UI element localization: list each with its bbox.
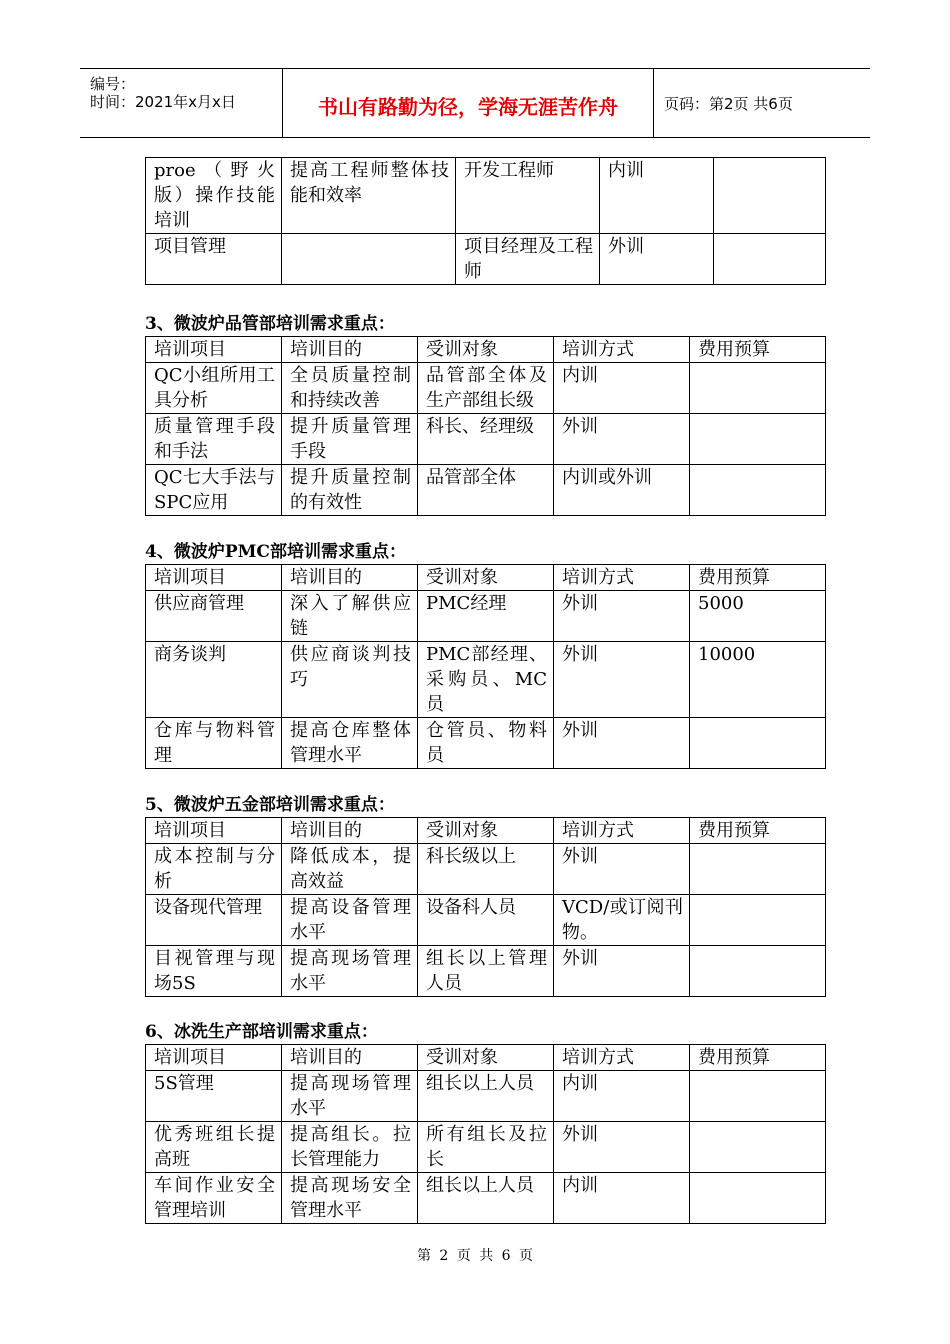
column-header: 培训项目 [146,818,282,844]
header-motto-cell [283,69,654,137]
table-cell: 外训 [554,414,690,465]
column-header: 受训对象 [418,818,554,844]
training-table [145,336,826,516]
training-table [145,817,826,997]
column-header: 费用预算 [690,337,826,363]
table-row [146,642,826,718]
document-number-label: 编号： [90,75,136,93]
table-cell: 外训 [554,946,690,997]
table-cell: 外训 [554,642,690,718]
table-cell: 外训 [554,844,690,895]
table-cell [282,234,456,285]
continuation-table [145,157,826,285]
table-row [146,1071,826,1122]
table-cell: 内训 [600,158,714,234]
column-header: 培训方式 [554,337,690,363]
table-cell [690,946,826,997]
table-cell: QC小组所用工具分析 [146,363,282,414]
column-header: 培训方式 [554,565,690,591]
table-cell: PMC经理 [418,591,554,642]
table-row [146,844,826,895]
table-cell: 外训 [554,718,690,769]
table-cell: 内训或外训 [554,465,690,516]
table-row [146,591,826,642]
column-header: 培训项目 [146,1045,282,1071]
column-header: 培训方式 [554,1045,690,1071]
table-cell [690,1122,826,1173]
section-title: 5、微波炉五金部培训需求重点： [145,795,395,815]
table-row [146,895,826,946]
table-cell: 5S管理 [146,1071,282,1122]
table-cell: 组长以上人员 [418,1173,554,1224]
training-table [145,1044,826,1224]
table-cell: 提升质量控制的有效性 [282,465,418,516]
section-title: 6、冰洗生产部培训需求重点： [145,1022,378,1042]
table-cell: 提高工程师整体技能和效率 [282,158,456,234]
table-header-row [146,818,826,844]
table-row [146,363,826,414]
table-cell: 质量管理手段和手法 [146,414,282,465]
table-header-row [146,337,826,363]
table-cell: 供应商谈判技巧 [282,642,418,718]
table-cell: 项目经理及工程师 [456,234,600,285]
table-cell: 提高组长。拉长管理能力 [282,1122,418,1173]
column-header: 培训项目 [146,337,282,363]
table-cell: 供应商管理 [146,591,282,642]
table-cell: 提高仓库整体管理水平 [282,718,418,769]
table-cell: 科长级以上 [418,844,554,895]
table-cell: 提高设备管理水平 [282,895,418,946]
column-header: 受训对象 [418,337,554,363]
table-cell: 提高现场管理水平 [282,946,418,997]
table-cell [690,363,826,414]
table-cell: VCD/或订阅刊物。 [554,895,690,946]
table-cell [690,718,826,769]
table-cell [690,414,826,465]
table-cell: 降低成本，提高效益 [282,844,418,895]
table-cell: 外训 [600,234,714,285]
table-cell: 目视管理与现场5S [146,946,282,997]
table-cell: 5000 [690,591,826,642]
table-cell [690,844,826,895]
table-cell: 仓管员、物料员 [418,718,554,769]
table-cell: 提高现场管理水平 [282,1071,418,1122]
table-cell [714,234,826,285]
table-cell [690,465,826,516]
table-cell: 组长以上人员 [418,1071,554,1122]
table-cell: 深入了解供应链 [282,591,418,642]
table-cell [690,1071,826,1122]
header-motto: 书山有路勤为径，学海无涯苦作舟 [318,95,618,119]
table-cell: 所有组长及拉长 [418,1122,554,1173]
table-header-row [146,1045,826,1071]
table-cell: 内训 [554,363,690,414]
table-cell: 成本控制与分析 [146,844,282,895]
table-cell: 开发工程师 [456,158,600,234]
column-header: 培训目的 [282,1045,418,1071]
table-cell: 10000 [690,642,826,718]
page-footer: 第 2 页 共 6 页 [416,1248,534,1264]
column-header: 培训目的 [282,337,418,363]
table-cell: 品管部全体及生产部组长级 [418,363,554,414]
table-row [146,234,826,285]
table-cell: PMC部经理、采购员、MC员 [418,642,554,718]
table-cell: 优秀班组长提高班 [146,1122,282,1173]
table-cell: 外训 [554,591,690,642]
table-cell: 内训 [554,1071,690,1122]
table-row [146,1122,826,1173]
column-header: 费用预算 [690,565,826,591]
table-cell [690,895,826,946]
table-cell: 组长以上管理人员 [418,946,554,997]
header-page-cell [654,69,870,137]
table-cell: 商务谈判 [146,642,282,718]
table-cell: 全员质量控制和持续改善 [282,363,418,414]
column-header: 费用预算 [690,818,826,844]
table-row [146,465,826,516]
header-page-label: 页码：第2页 共6页 [664,95,793,113]
table-cell: 设备现代管理 [146,895,282,946]
table-cell: 提升质量管理手段 [282,414,418,465]
table-row [146,1173,826,1224]
training-table [145,564,826,769]
table-cell: 仓库与物料管理 [146,718,282,769]
table-cell [690,1173,826,1224]
table-cell: 提高现场安全管理水平 [282,1173,418,1224]
column-header: 费用预算 [690,1045,826,1071]
table-cell: 科长、经理级 [418,414,554,465]
table-row [146,718,826,769]
table-cell: 设备科人员 [418,895,554,946]
column-header: 培训目的 [282,818,418,844]
table-cell: proe（野火版）操作技能培训 [146,158,282,234]
table-header-row [146,565,826,591]
document-time-label: 时间：2021年x月x日 [90,93,236,111]
column-header: 受训对象 [418,565,554,591]
table-cell [714,158,826,234]
table-cell: QC七大手法与SPC应用 [146,465,282,516]
page-header [80,68,870,138]
table-cell: 外训 [554,1122,690,1173]
table-cell: 内训 [554,1173,690,1224]
table-cell: 车间作业安全管理培训 [146,1173,282,1224]
table-row [146,414,826,465]
section-title: 3、微波炉品管部培训需求重点： [145,314,395,334]
section-title: 4、微波炉PMC部培训需求重点： [145,542,406,562]
column-header: 培训项目 [146,565,282,591]
header-info-cell [80,69,283,137]
table-row [146,158,826,234]
table-cell: 品管部全体 [418,465,554,516]
table-cell: 项目管理 [146,234,282,285]
column-header: 受训对象 [418,1045,554,1071]
table-row [146,946,826,997]
column-header: 培训目的 [282,565,418,591]
column-header: 培训方式 [554,818,690,844]
